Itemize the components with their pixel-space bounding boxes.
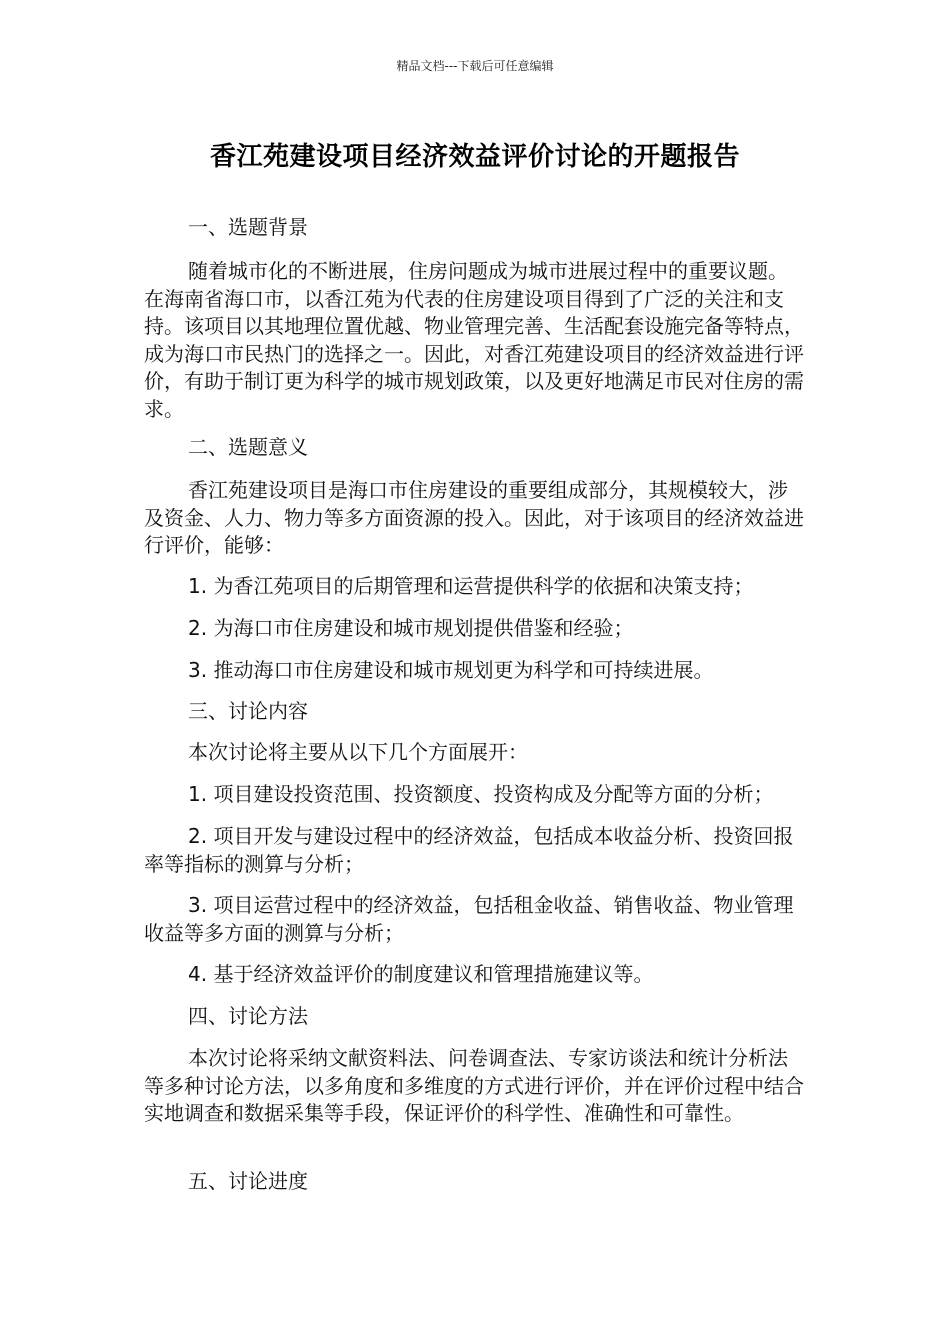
- section-heading-background: 一、选题背景: [188, 215, 308, 239]
- paragraph-significance: 香江苑建设项目是海口市住房建设的重要组成部分，其规模较大，涉及资金、人力、物力等多方面资源的投入。因此，对于该项目的经济效益进行评价，能够：: [144, 478, 804, 557]
- document-title: 香江苑建设项目经济效益评价讨论的开题报告: [209, 142, 740, 172]
- header-note: 精品文档---下载后可任意编辑: [396, 59, 554, 73]
- paragraph-content-intro: 本次讨论将主要从以下几个方面展开：: [188, 740, 528, 764]
- list-item-significance-1: 1. 为香江苑项目的后期管理和运营提供科学的依据和决策支持；: [188, 574, 754, 598]
- section-heading-content: 三、讨论内容: [188, 699, 308, 723]
- list-item-significance-2: 2. 为海口市住房建设和城市规划提供借鉴和经验；: [188, 616, 634, 640]
- list-item-significance-3: 3. 推动海口市住房建设和城市规划更为科学和可持续进展。: [188, 658, 714, 682]
- list-item-content-1: 1. 项目建设投资范围、投资额度、投资构成及分配等方面的分析；: [188, 782, 774, 806]
- section-heading-significance: 二、选题意义: [188, 435, 308, 459]
- paragraph-method: 本次讨论将采纳文献资料法、问卷调查法、专家访谈法和统计分析法等多种讨论方法，以多角度和多维度的方式进行评价，并在评价过程中结合实地调查和数据采集等手段，保证评价的科学性、准确性和可靠性。: [144, 1046, 804, 1125]
- section-heading-method: 四、讨论方法: [188, 1004, 308, 1028]
- list-item-content-3: 3. 项目运营过程中的经济效益，包括租金收益、销售收益、物业管理收益等多方面的测算与分析；: [144, 893, 794, 945]
- list-item-content-4: 4. 基于经济效益评价的制度建议和管理措施建议等。: [188, 962, 654, 986]
- section-heading-schedule: 五、讨论进度: [188, 1169, 308, 1193]
- paragraph-background: 随着城市化的不断进展，住房问题成为城市进展过程中的重要议题。在海南省海口市，以香江苑为代表的住房建设项目得到了广泛的关注和支持。该项目以其地理位置优越、物业管理完善、生活配套设施完备等特点，成为海口市民热门的选择之一。因此，对香江苑建设项目的经济效益进行评价，有助于制订更为科学的城市规划政策，以及更好地满足市民对住房的需求。: [144, 259, 804, 421]
- list-item-content-2: 2. 项目开发与建设过程中的经济效益，包括成本收益分析、投资回报率等指标的测算与分析；: [144, 824, 794, 876]
